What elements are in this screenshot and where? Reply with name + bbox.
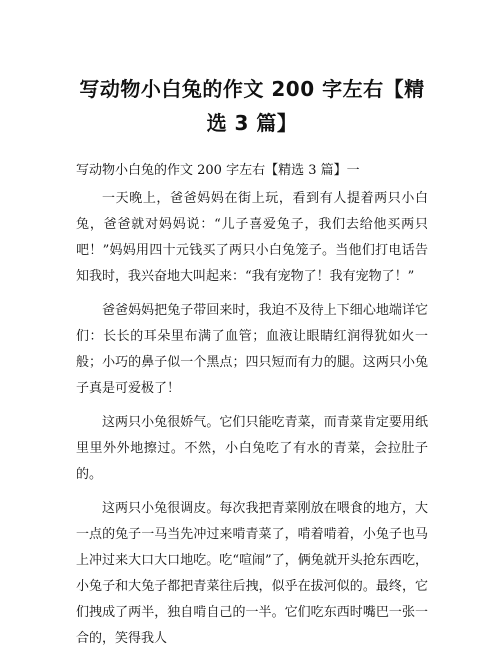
paragraph-1: 一天晚上，爸爸妈妈在街上玩，看到有人提着两只小白兔，爸爸就对妈妈说：“儿子喜爱兔子，我们去给他买两只吧！”妈妈用四十元钱买了两只小白兔笼子。当他们打电话告知我时，我兴奋地大叫起来：“我有宠物了！我有宠物了！” [76, 191, 428, 284]
paragraph-2: 爸爸妈妈把兔子带回来时，我迫不及待上下细心地端详它们：长长的耳朵里布满了血管；血液让眼睛红润得犹如火一般；小巧的鼻子似一个黑点；四只短而有力的腿。这两只小兔子真是可爱极了！ [76, 303, 428, 396]
document-title: 写动物小白兔的作文 200 字左右【精选 3 篇】 [79, 77, 425, 135]
paragraph-4: 这两只小兔很调皮。每次我把青菜刚放在喂食的地方，大一点的兔子一马当先冲过来啃青菜了，啃着啃着，小兔子也马上冲过来大口大口地吃。吃“喧闹”了，俩兔就开头抢东西吃，小兔子和大兔子都把青菜往后拽，似乎在拔河似的。最终，它们拽成了两半，独自啃自己的一半。它们吃东西时嘴巴一张一合的，笑得我人 [76, 501, 428, 646]
document-subtitle: 写动物小白兔的作文 200 字左右【精选 3 篇】一 [76, 163, 360, 178]
paragraph-3: 这两只小兔很娇气。它们只能吃青菜，而青菜肯定要用纸里里外外地擦过。不然，小白兔吃了有水的青菜，会拉肚子的。 [76, 415, 428, 482]
